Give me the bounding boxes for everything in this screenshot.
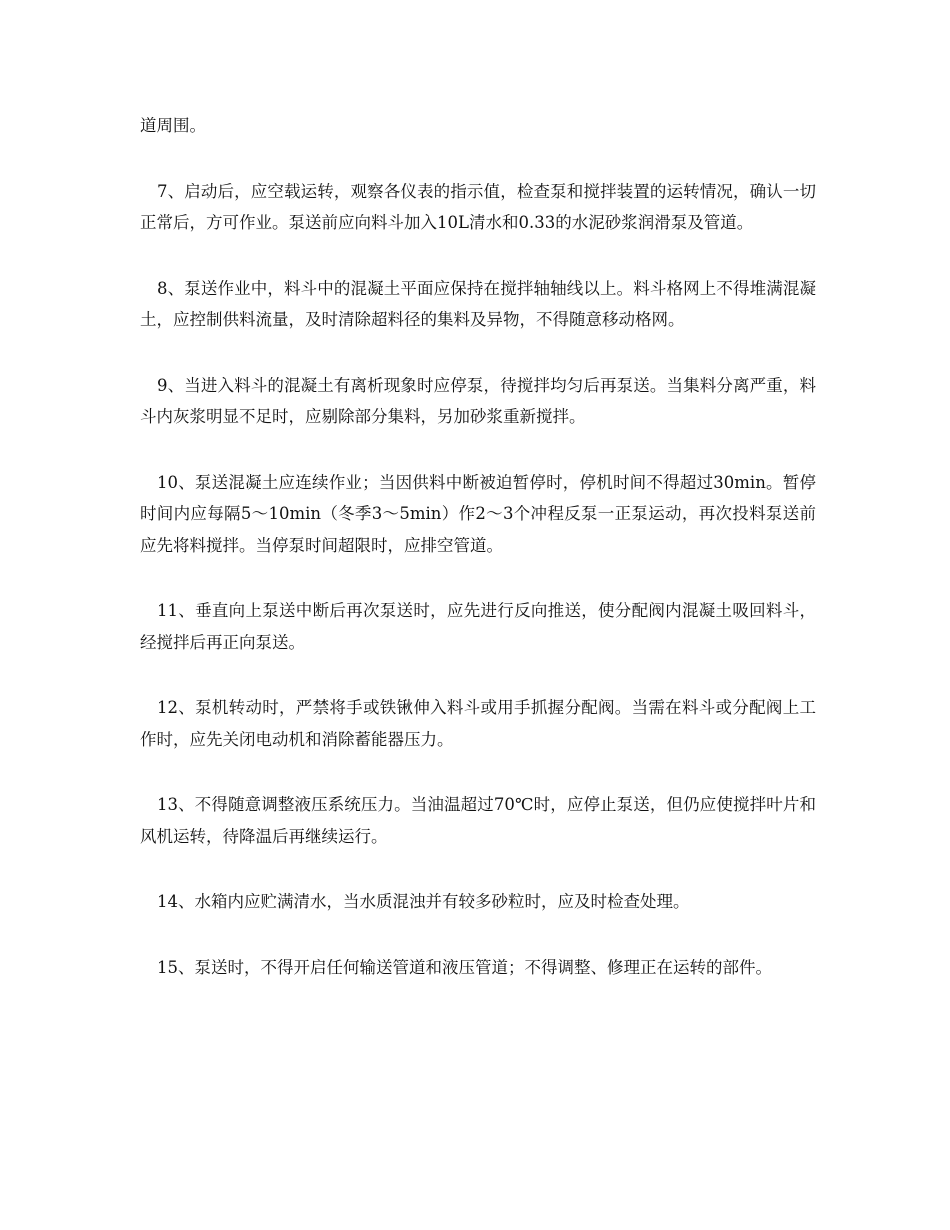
paragraph-item-10: 10、泵送混凝土应连续作业；当因供料中断被迫暂停时，停机时间不得超过30min。暂停时间内应每隔5～10min（冬季3～5min）作2～3个冲程反泵一正泵运动，再次投料泵送前应先将料搅拌。当停泵时间超限时，应排空管道。 [140, 472, 816, 555]
paragraph-item-8: 8、泵送作业中，料斗中的混凝土平面应保持在搅拌轴轴线以上。料斗格网上不得堆满混凝土，应控制供料流量，及时清除超料径的集料及异物，不得随意移动格网。 [140, 278, 816, 329]
paragraph-item-15: 15、泵送时，不得开启任何输送管道和液压管道；不得调整、修理正在运转的部件。 [157, 957, 772, 977]
paragraph-item-12: 12、泵机转动时，严禁将手或铁锹伸入料斗或用手抓握分配阀。当需在料斗或分配阀上工作时，应先关闭电动机和消除蓄能器压力。 [140, 698, 816, 749]
paragraph-item-11: 11、垂直向上泵送中断后再次泵送时，应先进行反向推送，使分配阀内混凝土吸回料斗，经搅拌后再正向泵送。 [140, 601, 816, 652]
document-body [140, 110, 816, 1017]
paragraph-continuation: 道周围。 [140, 116, 206, 135]
paragraph-item-9: 9、当进入料斗的混凝土有离析现象时应停泵，待搅拌均匀后再泵送。当集料分离严重，料斗内灰浆明显不足时，应剔除部分集料，另加砂浆重新搅拌。 [140, 375, 816, 426]
paragraph-item-14: 14、水箱内应贮满清水，当水质混浊并有较多砂粒时，应及时检查处理。 [157, 892, 690, 911]
paragraph-item-13: 13、不得随意调整液压系统压力。当油温超过70℃时，应停止泵送，但仍应使搅拌叶片和风机运转，待降温后再继续运行。 [140, 795, 816, 846]
paragraph-item-7: 7、启动后，应空载运转，观察各仪表的指示值，检查泵和搅拌装置的运转情况，确认一切正常后，方可作业。泵送前应向料斗加入10L清水和0.33的水泥砂浆润滑泵及管道。 [140, 181, 816, 232]
